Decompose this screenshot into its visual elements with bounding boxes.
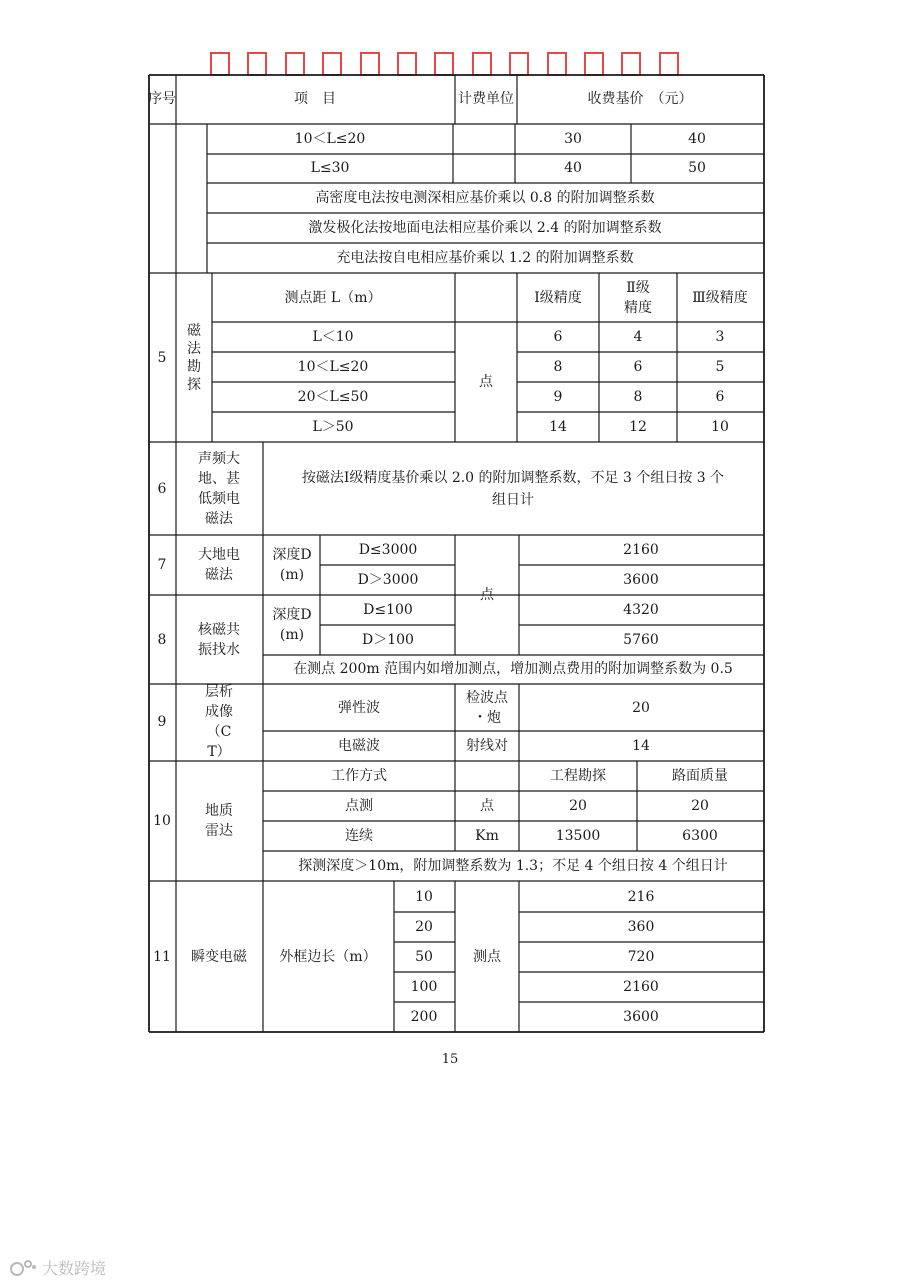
r5-g3: Ⅲ级精度 <box>692 290 748 306</box>
r10-name: 地质雷达 <box>205 803 233 839</box>
r11-unit: 测点 <box>473 949 501 965</box>
r5-dist: 测点距 L（m） <box>284 290 382 306</box>
r11-row5-side: 200 <box>410 1009 438 1025</box>
r5-row3-b: 8 <box>633 389 643 405</box>
r11-row4-side: 100 <box>410 979 438 995</box>
r10-mode1: 点测 <box>345 798 373 814</box>
r5a-note-1: 高密度电法按电测深相应基价乘以 0.8 的附加调整系数 <box>315 190 655 206</box>
header-unit: 计费单位 <box>458 91 514 107</box>
r8-depth: 深度D (m) <box>272 607 312 643</box>
r8-d1: D≤100 <box>363 602 413 618</box>
r8-d2: D＞100 <box>362 632 414 648</box>
watermark <box>8 1256 106 1279</box>
r5-row3-c: 6 <box>715 389 725 405</box>
r10-mode2: 连续 <box>345 828 373 844</box>
r5a-l2: L≤30 <box>310 160 350 176</box>
watermark-logo-icon <box>8 1258 38 1278</box>
r7-name: 大地电磁法 <box>198 547 240 583</box>
r9-wave1: 弹性波 <box>338 700 380 716</box>
r7-p1: 2160 <box>623 542 659 558</box>
r11-row2-price: 360 <box>627 919 655 935</box>
r5-unit: 点 <box>479 374 493 390</box>
r6-note-line2: 组日计 <box>492 492 534 508</box>
r7-d2: D＞3000 <box>357 572 419 588</box>
r5a-note-2: 激发极化法按地面电法相应基价乘以 2.4 的附加调整系数 <box>308 220 662 236</box>
r6-name: 声频大地、甚低频电磁法 <box>198 451 240 527</box>
r11-row1-side: 10 <box>415 889 433 905</box>
r5-row2-dist: 10＜L≤20 <box>297 359 369 375</box>
r10-unit1: 点 <box>480 798 494 814</box>
r5-row1-a: 6 <box>553 329 563 345</box>
r10-a1: 20 <box>569 798 587 814</box>
r5-g2: Ⅱ级精度 <box>624 280 652 316</box>
r5-row4-b: 12 <box>629 419 647 435</box>
r5a-note-3: 充电法按自电相应基价乘以 1.2 的附加调整系数 <box>336 250 634 266</box>
r5-row4-dist: L＞50 <box>312 419 354 435</box>
r5-row1-dist: L＜10 <box>312 329 354 345</box>
r11-side: 外框边长（m） <box>279 949 377 965</box>
r8-note: 在测点 200m 范围内如增加测点，增加测点费用的附加调整系数为 0.5 <box>293 661 733 677</box>
r5-no: 5 <box>157 350 167 366</box>
r8-p2: 5760 <box>623 632 659 648</box>
r10-b2: 6300 <box>682 828 718 844</box>
r11-row4-price: 2160 <box>623 979 659 995</box>
r9-price1: 20 <box>632 700 650 716</box>
r78-unit: 点 <box>480 587 494 603</box>
r5-row4-a: 14 <box>549 419 567 435</box>
r11-name: 瞬变电磁 <box>191 949 247 965</box>
r11-row3-side: 50 <box>415 949 433 965</box>
r11-row2-side: 20 <box>415 919 433 935</box>
r5-row1-c: 3 <box>715 329 725 345</box>
r11-row3-price: 720 <box>627 949 655 965</box>
r5a-l1: 10＜L≤20 <box>294 131 366 147</box>
r10-unit2: Km <box>475 828 499 844</box>
r10-note: 探测深度＞10m，附加调整系数为 1.3；不足 4 个组日按 4 个组日计 <box>298 858 728 874</box>
header-seq: 序号 <box>148 91 176 107</box>
r5a-l2a: 40 <box>564 160 582 176</box>
r10-a2: 13500 <box>555 828 601 844</box>
r9-unit1: 检波点・炮 <box>466 690 508 726</box>
r5-row2-a: 8 <box>553 359 563 375</box>
r5-row1-b: 4 <box>633 329 643 345</box>
r8-no: 8 <box>157 632 167 648</box>
r5-g1: Ⅰ级精度 <box>534 290 582 306</box>
table-text <box>148 90 748 1025</box>
r9-no: 9 <box>157 714 167 730</box>
r5-row3-a: 9 <box>553 389 563 405</box>
r11-row1-price: 216 <box>627 889 655 905</box>
r9-unit2: 射线对 <box>466 738 508 754</box>
r8-p1: 4320 <box>623 602 659 618</box>
r5-row2-c: 5 <box>715 359 725 375</box>
r5-row3-dist: 20＜L≤50 <box>297 389 369 405</box>
r9-wave2: 电磁波 <box>338 738 380 754</box>
r5-row2-b: 6 <box>633 359 643 375</box>
r6-note-line1: 按磁法Ⅰ级精度基价乘以 2.0 的附加调整系数，不足 3 个组日按 3 个 <box>301 470 725 486</box>
r5-name: 磁法勘探 <box>187 323 201 393</box>
page-number: 15 <box>441 1052 459 1067</box>
r5a-l1a: 30 <box>564 131 582 147</box>
r9-name: 层析成像（C T） <box>205 684 233 760</box>
header-price: 收费基价 （元） <box>587 91 693 107</box>
r7-p2: 3600 <box>623 572 659 588</box>
table-grid <box>149 75 764 1032</box>
r10-b1: 20 <box>691 798 709 814</box>
r5a-l1b: 40 <box>688 131 706 147</box>
r5a-l2b: 50 <box>688 160 706 176</box>
r10-no: 10 <box>153 813 171 829</box>
r6-no: 6 <box>157 481 167 497</box>
r7-no: 7 <box>157 557 167 573</box>
r7-d1: D≤3000 <box>358 542 418 558</box>
r10-mode: 工作方式 <box>331 768 387 784</box>
watermark-text: 大数跨境 <box>42 1259 107 1278</box>
r7-depth: 深度D (m) <box>272 547 312 583</box>
r5-row4-c: 10 <box>711 419 729 435</box>
r11-row5-price: 3600 <box>623 1009 659 1025</box>
r8-name: 核磁共振找水 <box>198 622 240 658</box>
r9-price2: 14 <box>632 738 650 754</box>
r11-no: 11 <box>153 949 171 965</box>
r10-col2: 路面质量 <box>672 768 728 784</box>
header-item: 项 目 <box>294 91 336 107</box>
r10-col1: 工程勘探 <box>550 768 606 784</box>
